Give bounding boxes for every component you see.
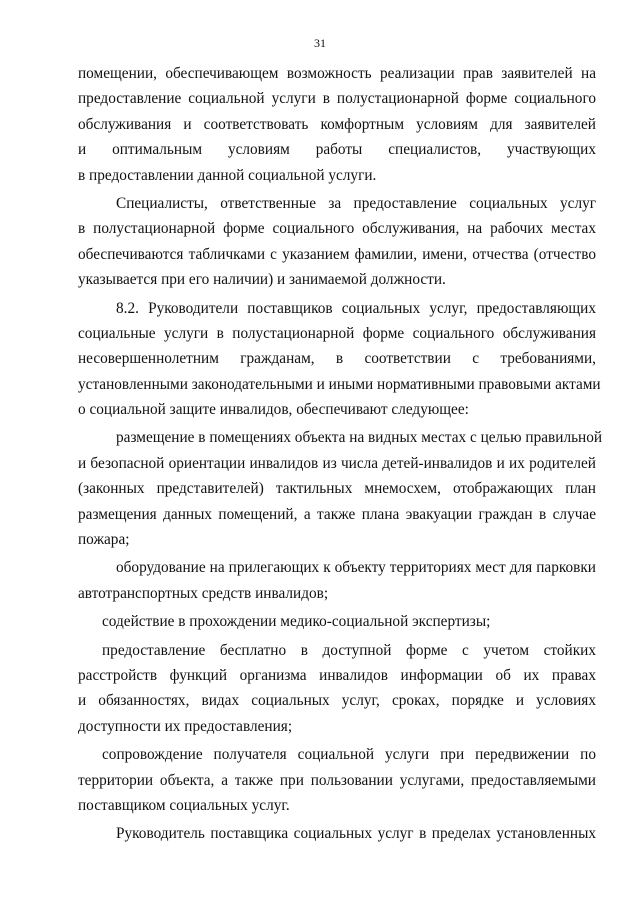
text-line: 8.2. Руководители поставщиков социальных услуг, предоставляющих [116, 299, 596, 317]
text-line: и безопасной ориентации инвалидов из числа детей-инвалидов и их родителей [78, 454, 596, 472]
paragraph [78, 61, 596, 188]
text-line: помещении, обеспечивающем возможность реализации прав заявителей на [78, 65, 596, 82]
text-line: Специалисты, ответственные за предоставление социальных услуг [116, 194, 596, 212]
text-line: социальные услуги в полустационарной форме социального обслуживания [78, 324, 596, 342]
text-line: автотранспортных средств инвалидов; [78, 584, 329, 602]
text-line: поставщиком социальных услуг. [78, 796, 290, 814]
text-line: расстройств функций организма инвалидов информации об их правах [78, 666, 596, 684]
text-line: размещение в помещениях объекта на видных местах с целью правильной [116, 429, 603, 447]
text-line: установленными законодательными и иными нормативными правовыми актами [78, 375, 601, 393]
text-line: обслуживания и соответствовать комфортным условиям для заявителей [78, 115, 596, 133]
text-line: о социальной защите инвалидов, обеспечивают следующее: [78, 401, 469, 419]
text-line: и оптимальным условиям работы специалистов, участвующих [78, 141, 596, 159]
text-line: размещения данных помещений, а также плана эвакуации граждан в случае [78, 505, 596, 523]
text-line: указывается при его наличии) и занимаемой должности. [78, 271, 446, 289]
text-line: предоставление социальной услуги в полустационарной форме социального [78, 90, 596, 108]
text-line: содействие в прохождении медико-социальной экспертизы; [102, 613, 491, 631]
text-line: территории объекта, а также при пользовании услугами, предоставляемыми [78, 771, 596, 789]
paragraph [78, 638, 596, 740]
text-line: Руководитель поставщика социальных услуг в пределах установленных [116, 825, 596, 843]
paragraph [78, 296, 601, 423]
text-line: в предоставлении данной социальной услуги. [78, 166, 377, 184]
paragraph [78, 742, 596, 818]
text-line: и обязанностях, видах социальных услуг, сроках, порядке и условиях [78, 692, 596, 710]
text-line: пожара; [78, 531, 130, 549]
text-line: сопровождение получателя социальной услуги при передвижении по [102, 746, 596, 764]
text-line: несовершеннолетним гражданам, в соответствии с требованиями, [78, 350, 596, 368]
paragraph [78, 555, 596, 606]
text-line: доступности их предоставления; [78, 717, 293, 735]
text-line: (законных представителей) тактильных мнемосхем, отображающих план [78, 480, 596, 498]
paragraph [78, 425, 603, 552]
text-line: в полустационарной форме социального обслуживания, на рабочих местах [78, 220, 596, 238]
page-number: 31 [314, 36, 326, 50]
document-body [78, 61, 603, 847]
paragraph [78, 609, 596, 634]
paragraph [78, 821, 596, 846]
text-line: обеспечиваются табличками с указанием фамилии, имени, отчества (отчество [78, 245, 596, 263]
text-line: оборудование на прилегающих к объекту территориях мест для парковки [116, 559, 596, 577]
text-line: предоставление бесплатно в доступной форме с учетом стойких [102, 641, 596, 659]
paragraph [78, 191, 596, 293]
